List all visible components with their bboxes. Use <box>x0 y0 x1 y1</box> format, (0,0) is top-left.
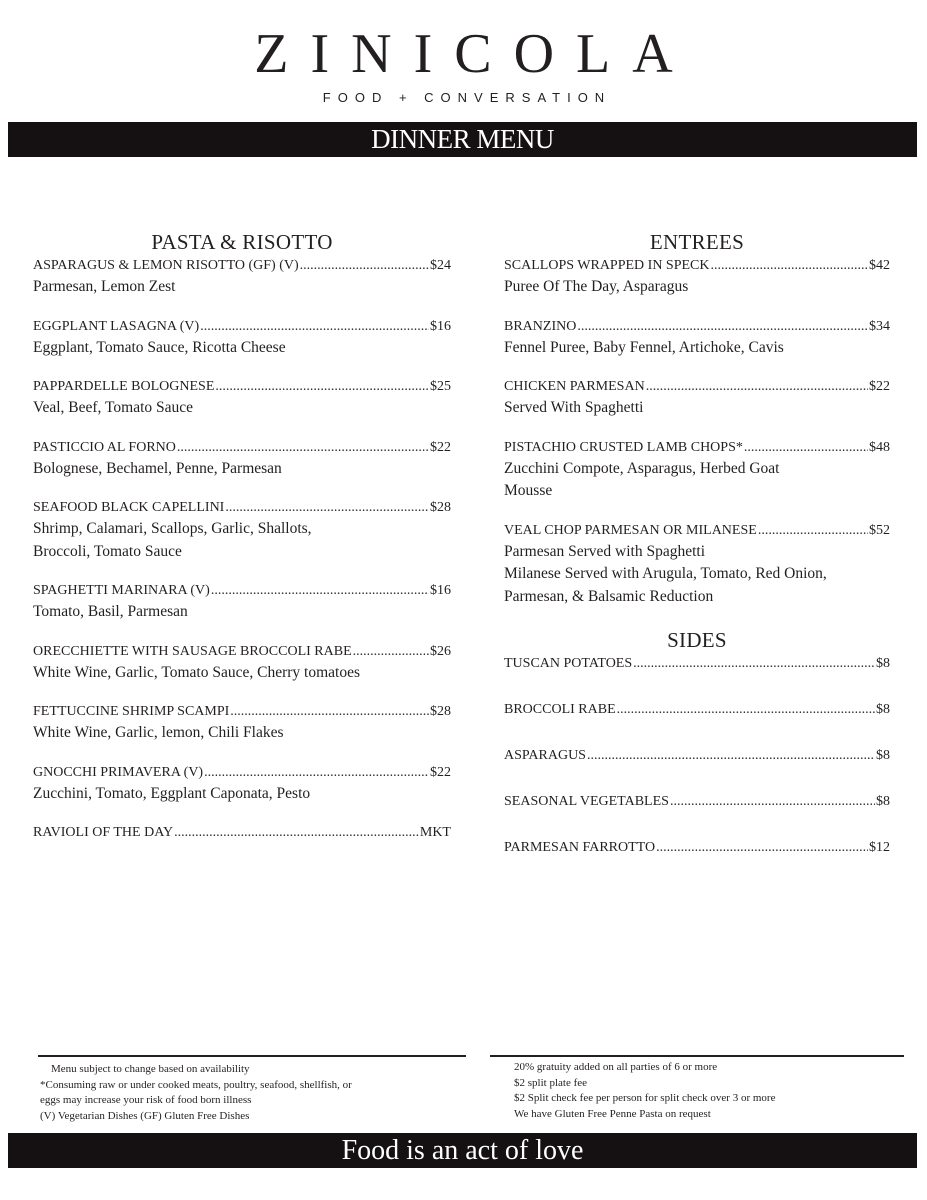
dot-leader <box>670 792 875 812</box>
menu-item-row <box>504 654 890 674</box>
dot-leader <box>177 438 429 458</box>
menu-item-price: $12 <box>869 840 890 855</box>
menu-item <box>504 317 890 360</box>
menu-item-row <box>33 377 451 397</box>
menu-banner: DINNER MENU <box>8 122 917 157</box>
menu-item <box>504 792 890 812</box>
menu-item-name: PASTICCIO AL FORNO <box>33 439 176 455</box>
footer-note: eggs may increase your risk of food born illness <box>40 1094 252 1106</box>
dot-leader <box>230 702 429 722</box>
menu-item-row <box>504 838 890 858</box>
menu-item-row <box>504 746 890 766</box>
footer-notes-right <box>514 1060 904 1122</box>
footer-note: $2 Split check fee per person for split check over 3 or more <box>514 1092 776 1104</box>
dot-leader <box>646 377 868 397</box>
dot-leader <box>617 700 875 720</box>
menu-item-name: SEAFOOD BLACK CAPELLINI <box>33 500 225 515</box>
menu-item <box>33 377 451 420</box>
menu-item-name: GNOCCHI PRIMAVERA (V) <box>33 764 204 780</box>
dot-leader <box>656 838 868 858</box>
menu-item-price: $8 <box>876 748 890 763</box>
menu-item-row <box>33 823 451 843</box>
section-title-pasta: PASTA & RISOTTO <box>151 230 333 254</box>
menu-item-description: Zucchini Compote, Asparagus, Herbed Goat <box>504 459 780 477</box>
menu-item <box>504 256 890 299</box>
menu-item <box>33 763 451 806</box>
menu-item-price: $52 <box>869 522 890 538</box>
menu-item-name: BROCCOLI RABE <box>504 702 616 717</box>
menu-item-price: $26 <box>430 643 451 659</box>
menu-item <box>504 438 890 503</box>
menu-item-price: $8 <box>876 656 890 671</box>
menu-item-row <box>504 521 890 541</box>
dot-leader <box>300 256 429 276</box>
menu-item-price: $22 <box>430 764 451 780</box>
menu-item-description: Parmesan, Lemon Zest <box>33 278 176 295</box>
menu-item-description: Served With Spaghetti <box>504 399 644 416</box>
menu-item-row <box>33 256 451 276</box>
menu-item-description: Eggplant, Tomato Sauce, Ricotta Cheese <box>33 338 286 356</box>
menu-item <box>33 702 451 745</box>
menu-item-price: $34 <box>869 318 890 334</box>
menu-item-row <box>33 317 451 337</box>
menu-item-description: Tomato, Basil, Parmesan <box>33 603 188 620</box>
menu-item-row <box>504 317 890 337</box>
menu-item-price: $8 <box>876 702 890 717</box>
entrees-list <box>504 256 890 608</box>
menu-item-name: FETTUCCINE SHRIMP SCAMPI <box>33 704 230 719</box>
menu-item-price: $24 <box>430 258 451 273</box>
menu-item-name: CHICKEN PARMESAN <box>504 379 645 394</box>
menu-item <box>504 377 890 420</box>
menu-item-name: PARMESAN FARROTTO <box>504 840 656 855</box>
menu-item-row <box>33 642 451 662</box>
menu-item <box>504 746 890 766</box>
menu-item <box>504 654 890 674</box>
menu-item-name: PISTACHIO CRUSTED LAMB CHOPS* <box>504 439 743 455</box>
menu-item-name: SCALLOPS WRAPPED IN SPECK <box>504 258 710 273</box>
menu-item-price: $48 <box>869 439 890 455</box>
menu-item-description: Broccoli, Tomato Sauce <box>33 542 182 560</box>
dot-leader <box>711 256 868 276</box>
menu-item-row <box>33 763 451 783</box>
menu-item-price: $42 <box>869 258 890 273</box>
dot-leader <box>587 746 875 766</box>
menu-item <box>33 823 451 843</box>
footer-motto: Food is an act of love <box>8 1133 917 1168</box>
section-title-entrees: ENTREES <box>649 230 745 254</box>
footer-note: $2 split plate fee <box>514 1076 588 1089</box>
menu-item-row <box>33 581 451 601</box>
menu-item-name: ORECCHIETTE WITH SAUSAGE BROCCOLI RABE <box>33 643 352 659</box>
menu-item-description: Puree Of The Day, Asparagus <box>504 278 689 295</box>
footer-note: We have Gluten Free Penne Pasta on request <box>514 1107 711 1120</box>
menu-item-name: PAPPARDELLE BOLOGNESE <box>33 379 215 394</box>
menu-item-row <box>504 438 890 458</box>
dot-leader <box>633 654 875 674</box>
menu-item <box>33 256 451 299</box>
menu-item-description: Bolognese, Bechamel, Penne, Parmesan <box>33 459 282 477</box>
menu-item-price: $28 <box>430 500 451 515</box>
dot-leader <box>215 377 429 397</box>
menu-item-row <box>33 498 451 518</box>
menu-item-price: $8 <box>876 794 890 809</box>
menu-item-description: Shrimp, Calamari, Scallops, Garlic, Shallots, <box>33 520 312 537</box>
dot-leader <box>211 581 429 601</box>
menu-item-name: BRANZINO <box>504 318 577 334</box>
menu-item-description: Mousse <box>504 482 553 499</box>
sides-section <box>504 626 890 858</box>
menu-item-name: EGGPLANT LASAGNA (V) <box>33 318 200 334</box>
dot-leader <box>353 642 429 662</box>
dot-leader <box>577 317 868 337</box>
menu-item-row <box>33 702 451 722</box>
menu-item-row <box>504 377 890 397</box>
pasta-section <box>33 228 451 861</box>
menu-item-name: ASPARAGUS <box>504 748 586 763</box>
menu-item <box>33 498 451 563</box>
footer-divider-left <box>38 1055 466 1057</box>
menu-item <box>33 438 451 481</box>
sides-list <box>504 654 890 858</box>
menu-item-row <box>504 700 890 720</box>
menu-item-row <box>33 438 451 458</box>
menu-item-description: Zucchini, Tomato, Eggplant Caponata, Pesto <box>33 784 311 802</box>
menu-item-price: MKT <box>419 825 451 840</box>
entrees-section <box>504 228 890 884</box>
menu-item-price: $22 <box>430 439 451 455</box>
menu-item-description: White Wine, Garlic, lemon, Chili Flakes <box>33 724 284 741</box>
dot-leader <box>204 763 429 783</box>
menu-item-description: Milanese Served with Arugula, Tomato, Red Onion, <box>504 565 827 582</box>
menu-item-name: SEASONAL VEGETABLES <box>504 794 669 809</box>
menu-item-price: $22 <box>869 379 890 394</box>
footer-note: 20% gratuity added on all parties of 6 or more <box>514 1061 718 1073</box>
menu-item-description: Veal, Beef, Tomato Sauce <box>33 399 194 416</box>
menu-item-name: SPAGHETTI MARINARA (V) <box>33 583 210 598</box>
footer-divider-right <box>490 1055 904 1057</box>
footer-notes-left <box>40 1062 460 1124</box>
menu-item <box>504 838 890 858</box>
menu-item <box>33 581 451 624</box>
menu-item <box>504 700 890 720</box>
menu-item-price: $16 <box>430 318 451 334</box>
menu-item-description: Parmesan, & Balsamic Reduction <box>504 587 714 605</box>
menu-item-name: TUSCAN POTATOES <box>504 656 633 671</box>
menu-item-name: ASPARAGUS & LEMON RISOTTO (GF) (V) <box>33 258 299 273</box>
dot-leader <box>174 823 419 843</box>
menu-item-price: $28 <box>430 704 451 719</box>
footer-note: Menu subject to change based on availability <box>51 1063 250 1075</box>
dot-leader <box>744 438 868 458</box>
footer-note: (V) Vegetarian Dishes (GF) Gluten Free Dishes <box>40 1109 250 1122</box>
menu-item-row <box>504 792 890 812</box>
section-title-sides: SIDES <box>667 628 727 652</box>
menu-item-row <box>504 256 890 276</box>
pasta-list <box>33 256 451 843</box>
menu-item-description: Parmesan Served with Spaghetti <box>504 542 706 560</box>
dot-leader <box>200 317 429 337</box>
menu-item-name: RAVIOLI OF THE DAY <box>33 825 174 840</box>
menu-item <box>504 521 890 609</box>
menu-item-name: VEAL CHOP PARMESAN OR MILANESE <box>504 522 757 538</box>
menu-item <box>33 642 451 685</box>
restaurant-tagline: FOOD + CONVERSATION <box>322 90 612 105</box>
restaurant-name: ZINICOLA <box>254 23 695 85</box>
menu-item-description: Fennel Puree, Baby Fennel, Artichoke, Cavis <box>504 338 784 356</box>
menu-item-description: White Wine, Garlic, Tomato Sauce, Cherry tomatoes <box>33 663 360 681</box>
footer-note: *Consuming raw or under cooked meats, poultry, seafood, shellfish, or <box>40 1078 352 1091</box>
menu-item <box>33 317 451 360</box>
dot-leader <box>758 521 868 541</box>
menu-item-price: $16 <box>430 583 451 598</box>
dot-leader <box>225 498 429 518</box>
menu-item-price: $25 <box>430 379 451 394</box>
